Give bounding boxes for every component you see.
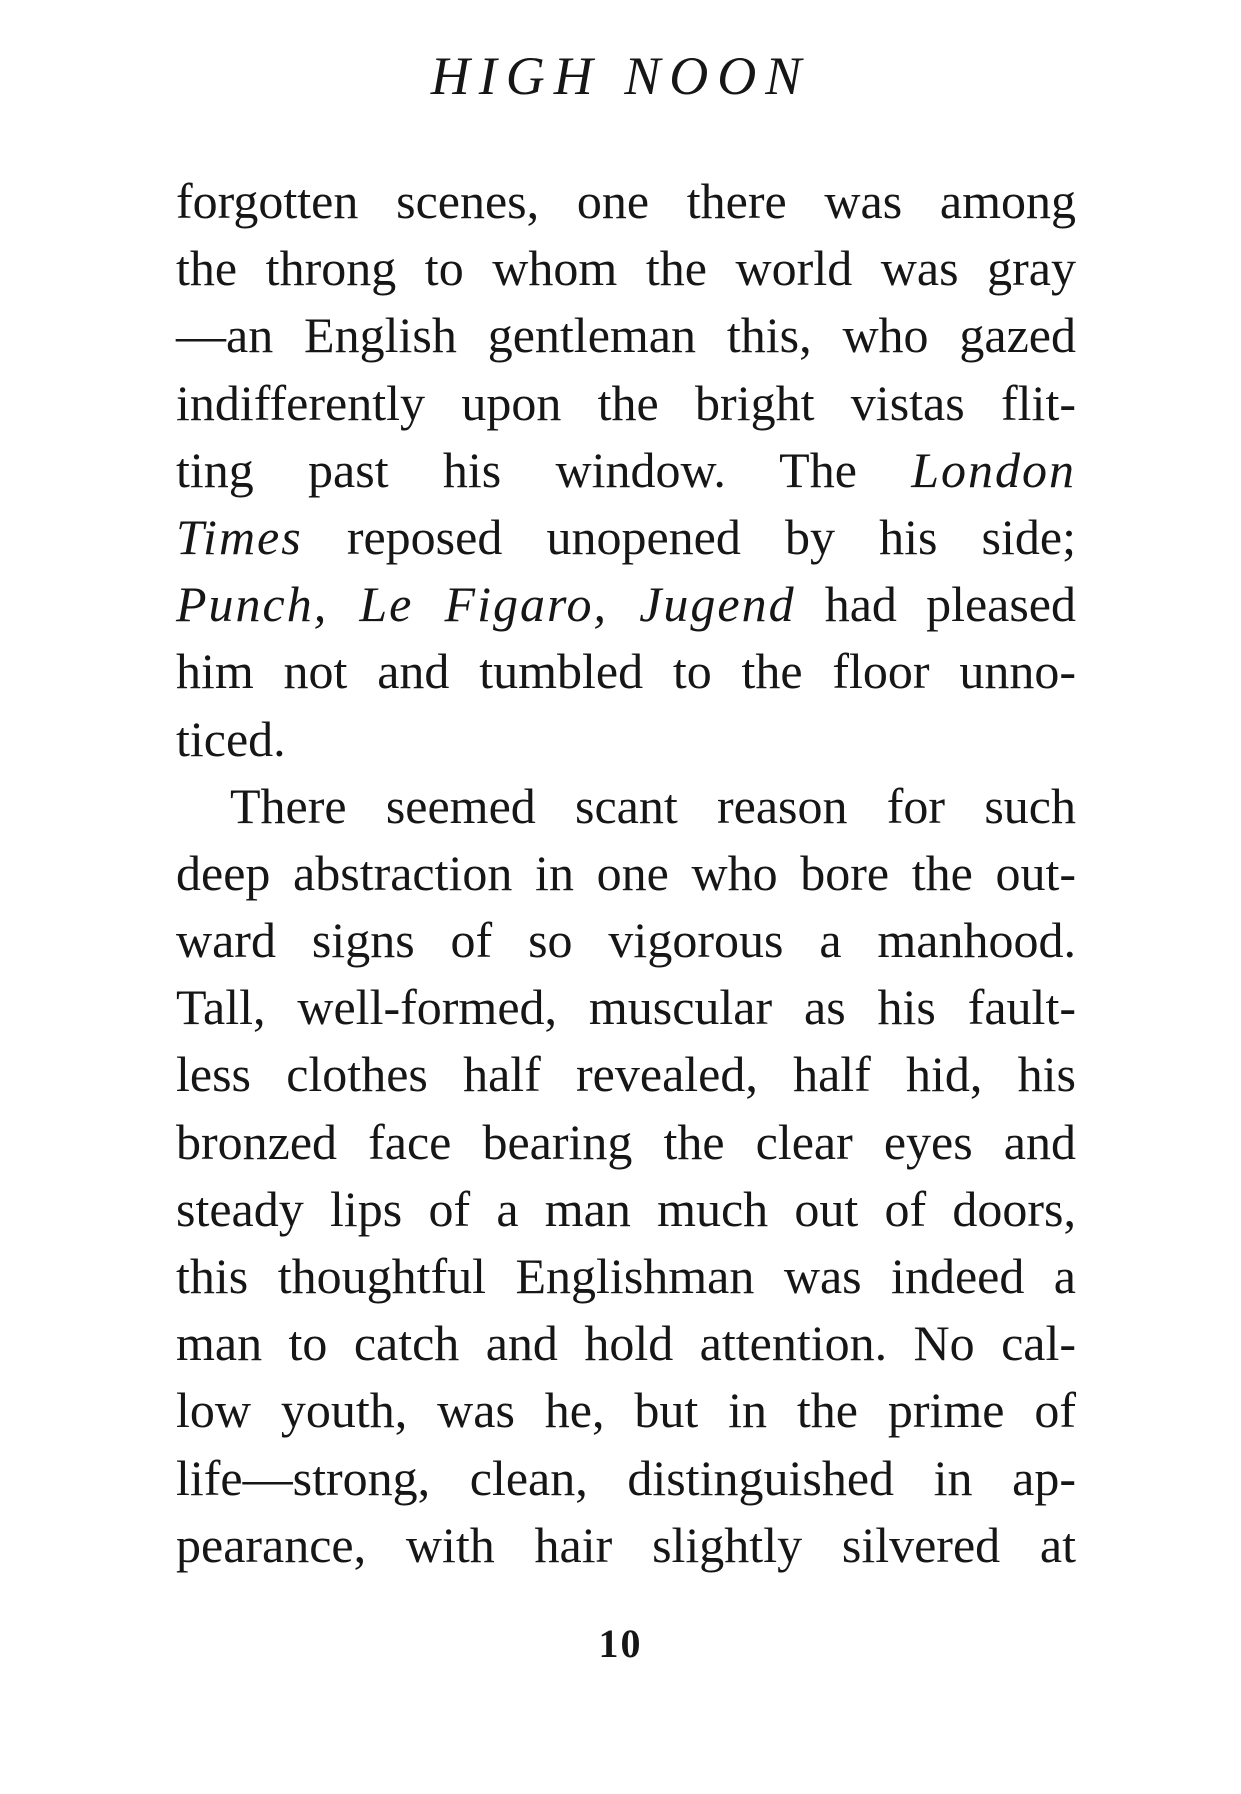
text-line: this thoughtful Englishman was indeed a <box>176 1248 1076 1304</box>
text-line: man to catch and hold attention. No cal- <box>176 1315 1076 1372</box>
italic-titles-periodicals: Punch, Le Figaro, Jugend <box>176 576 796 633</box>
text-line <box>176 504 1076 571</box>
text-line <box>176 571 1076 638</box>
text-line: forgotten scenes, one there was among <box>176 173 1076 229</box>
text-fragment: ting past his window. The <box>176 441 912 498</box>
text-line: bronzed face bearing the clear eyes and <box>176 1113 1076 1170</box>
text-line: ward signs of so vigorous a manhood. <box>176 912 1076 969</box>
text-line: less clothes half revealed, half hid, his <box>176 1046 1076 1103</box>
text-line: indifferently upon the bright vistas flit- <box>176 374 1076 431</box>
text-line: life—strong, clean, distinguished in ap- <box>176 1449 1076 1506</box>
text-line <box>176 437 1076 504</box>
italic-title-times: Times <box>176 508 303 565</box>
paragraph-1 <box>176 168 1076 773</box>
text-line: low youth, was he, but in the prime of <box>176 1382 1076 1439</box>
text-line: ticed. <box>176 710 286 767</box>
text-line: —an English gentleman this, who gazed <box>176 307 1076 364</box>
text-line: Tall, well-formed, muscular as his fault- <box>176 979 1076 1036</box>
text-line: him not and tumbled to the floor unno- <box>176 643 1076 700</box>
text-fragment: had pleased <box>795 576 1077 633</box>
running-head: HIGH NOON <box>430 46 811 106</box>
italic-title-london: London <box>911 441 1076 498</box>
text-line: There seemed scant reason for such <box>230 777 1076 834</box>
text-line: the throng to whom the world was gray <box>176 240 1076 297</box>
text-line: steady lips of a man much out of doors, <box>176 1180 1076 1237</box>
text-line: pearance, with hair slightly silvered at <box>176 1516 1076 1573</box>
text-fragment: reposed unopened by his side; <box>302 508 1076 565</box>
paragraph-2 <box>176 773 1076 1579</box>
page-number: 10 <box>598 1621 643 1666</box>
text-line: deep abstraction in one who bore the out- <box>176 844 1076 901</box>
body-text <box>176 168 1076 1579</box>
